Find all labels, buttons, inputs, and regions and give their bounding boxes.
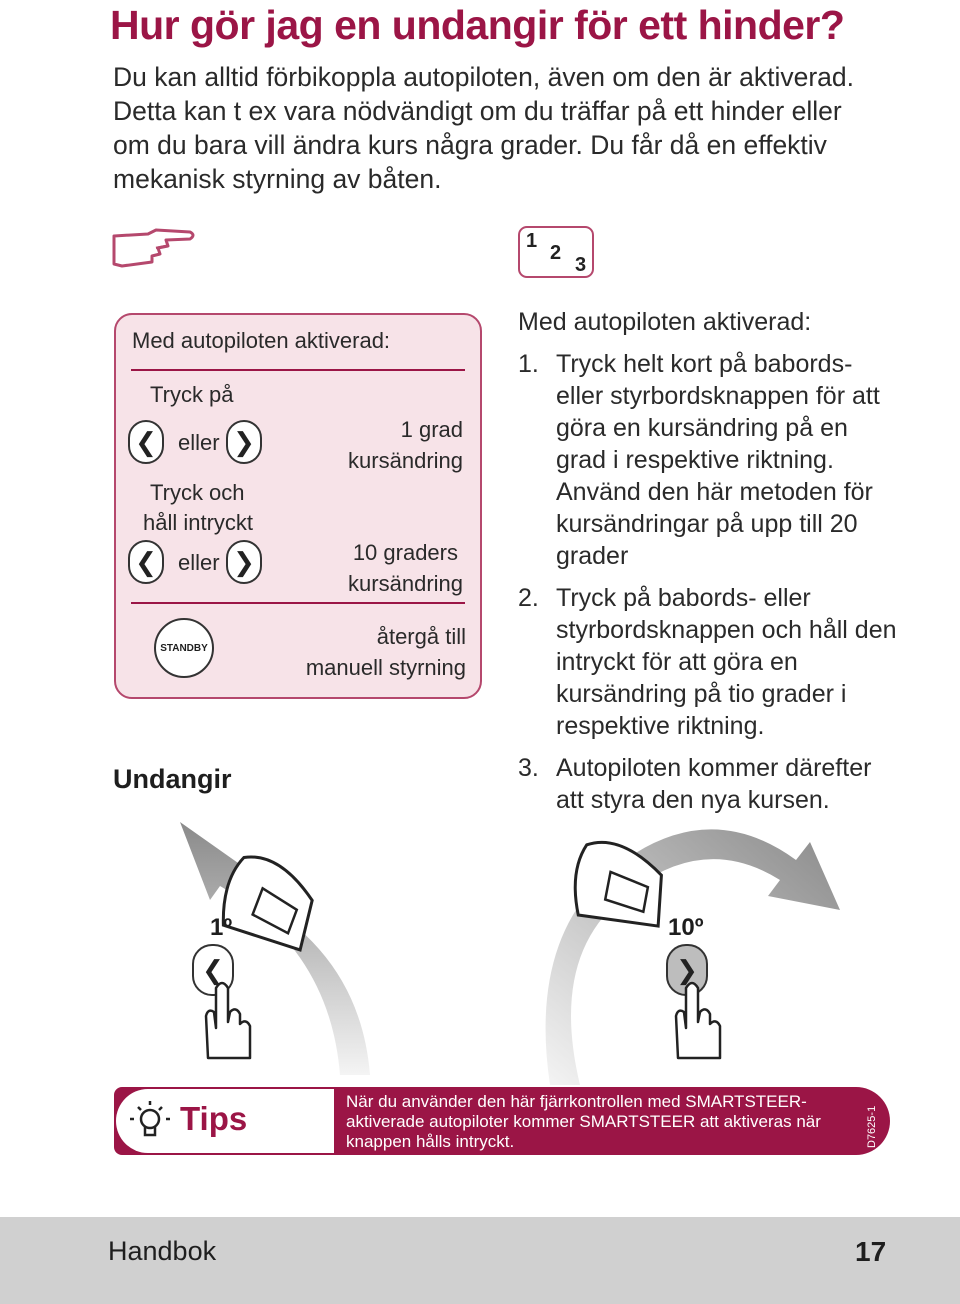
result-standby-line1: återgå till [376, 624, 466, 649]
standby-button: STANDBY [154, 618, 214, 678]
pointing-hand-icon [110, 226, 196, 272]
starboard-button-hold: ❯ [226, 540, 262, 584]
starboard-button-pressed: ❯ [666, 944, 708, 996]
step-number: 1. [518, 350, 539, 378]
sequence-number-3: 3 [575, 254, 587, 276]
step-item [518, 582, 898, 742]
document-code: D7625-1 [866, 1105, 878, 1148]
result-1-degree-line2: kursändring [348, 448, 463, 473]
pressing-finger-icon-right [670, 978, 730, 1070]
step-number: 2. [518, 584, 539, 612]
footer-title: Handbok [108, 1236, 217, 1266]
tips-label: Tips [180, 1100, 248, 1137]
steps-section [518, 306, 898, 816]
intro-paragraph: Du kan alltid förbikoppla autopiloten, även om den är aktiverad. Detta kan t ex vara nödvändigt om du träffar på ett hinder eller om du bara vill ändra kurs några grader. Du får då en effektiv mekanisk styrning av båten. [113, 62, 854, 194]
pressing-finger-icon-left [200, 978, 260, 1070]
result-standby-line2: manuell styrning [305, 655, 466, 680]
step-text: Tryck helt kort på babords- eller styrbordsknappen för att göra en kursändring på en grad i respektive riktning. Använd den här metoden för kursändringar på upp till 20 grader [556, 350, 880, 570]
step-text: Tryck på babords- eller styrbordsknappen och håll den intryckt för att göra en kursändring på tio grader i respektive riktning. [556, 584, 897, 740]
sequence-icon [518, 226, 594, 278]
degree-label-large: 10º [668, 914, 704, 941]
result-10-degree-line2: kursändring [348, 571, 463, 596]
starboard-button-short: ❯ [226, 420, 262, 464]
port-button-hold: ❮ [128, 540, 164, 584]
degree-label-small: 1º [210, 914, 233, 941]
step-text: Autopiloten kommer därefter att styra den nya kursen. [556, 754, 872, 814]
or-label-1: eller [178, 430, 220, 455]
illustration-title: Undangir [113, 764, 232, 794]
step-item [518, 348, 898, 572]
panel-divider-bottom [131, 602, 465, 604]
result-1-degree-line1: 1 grad [400, 417, 463, 442]
panel-header: Med autopiloten aktiverad: [132, 328, 391, 353]
lightbulb-icon [128, 1099, 172, 1143]
sequence-number-1: 1 [526, 230, 538, 252]
steps-header: Med autopiloten aktiverad: [518, 308, 812, 336]
sequence-number-2: 2 [550, 242, 562, 264]
or-label-2: eller [178, 550, 220, 575]
result-10-degree-line1: 10 graders [352, 540, 458, 565]
port-button-short: ❮ [128, 420, 164, 464]
port-button-pressed: ❮ [192, 944, 234, 996]
press-label: Tryck på [150, 382, 234, 407]
press-hold-label-line1: Tryck och [150, 480, 245, 505]
page-number: 17 [855, 1236, 887, 1267]
tips-text: När du använder den här fjärrkontrollen med SMARTSTEER-aktiverade autopiloter kommer SMARTSTEER att aktiveras när knappen hålls intryckt. [346, 1092, 821, 1151]
panel-divider-top [131, 369, 465, 371]
press-hold-label-line2: håll intryckt [143, 510, 254, 535]
step-number: 3. [518, 754, 539, 782]
page-title: Hur gör jag en undangir för ett hinder? [110, 2, 845, 48]
